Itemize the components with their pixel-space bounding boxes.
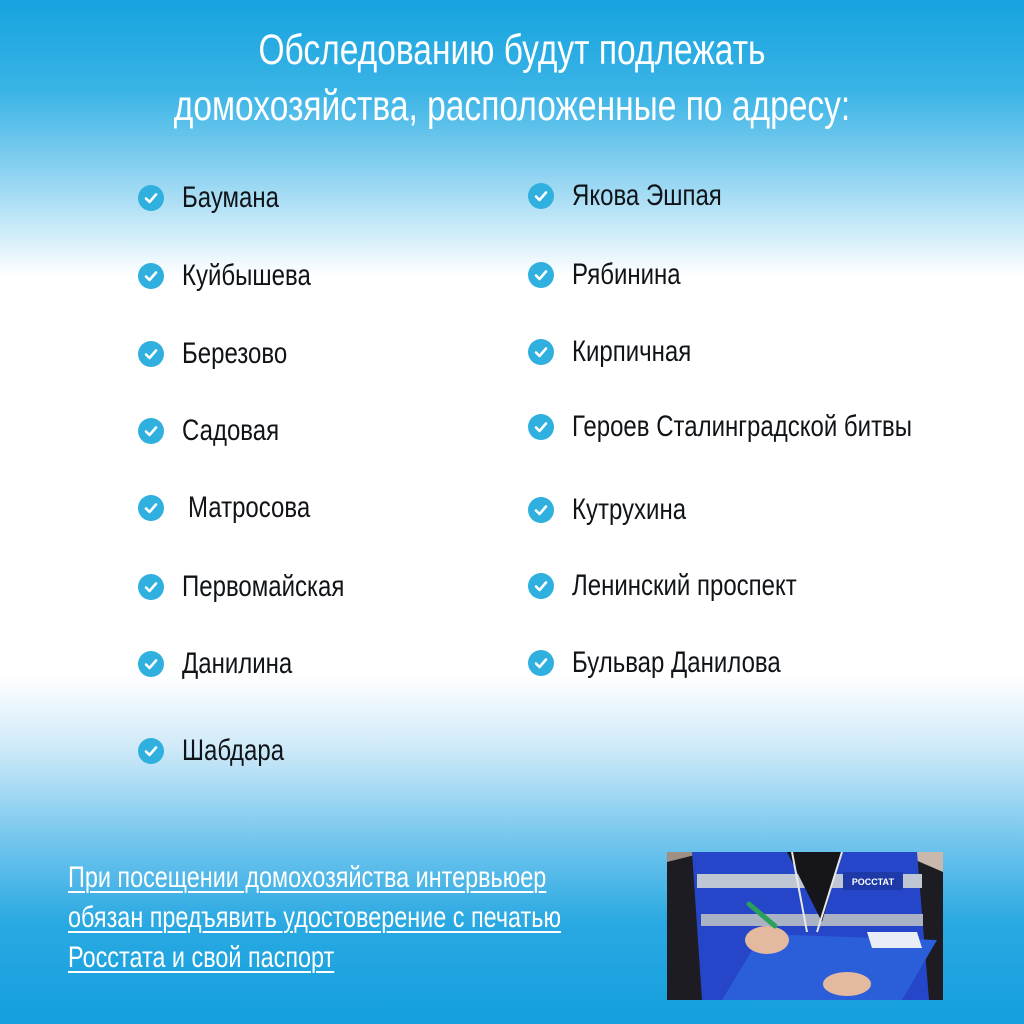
address-item [138, 488, 341, 528]
check-circle-icon [528, 339, 554, 365]
address-item [138, 731, 310, 771]
check-circle-icon [138, 263, 164, 289]
footer-line-1[interactable]: При посещении домохозяйства интервьюер [68, 861, 547, 894]
check-circle-icon [138, 418, 164, 444]
footer-note[interactable] [68, 858, 661, 978]
address-item [138, 567, 385, 607]
address-label: Героев Сталинградской битвы [572, 410, 913, 443]
address-item [138, 178, 303, 218]
check-circle-icon [528, 573, 554, 599]
address-item [528, 332, 721, 372]
address-label: Бульвар Данилова [572, 646, 781, 679]
address-item [528, 566, 853, 606]
address-item [138, 644, 320, 684]
title-line-2: домохозяйства, расположенные по адресу: [173, 82, 851, 130]
check-circle-icon [138, 185, 164, 211]
address-label: Садовая [182, 414, 280, 447]
address-label: Якова Эшпая [572, 179, 722, 212]
footer-line-3[interactable]: Росстата и свой паспорт [68, 941, 335, 974]
check-circle-icon [528, 414, 554, 440]
address-item [528, 176, 759, 216]
check-circle-icon [528, 650, 554, 676]
check-circle-icon [138, 651, 164, 677]
address-label: Ленинский проспект [572, 569, 797, 602]
interviewer-illustration [667, 852, 943, 1000]
address-item [528, 407, 997, 447]
check-circle-icon [138, 341, 164, 367]
check-circle-icon [528, 262, 554, 288]
address-item [528, 643, 833, 683]
check-circle-icon [138, 738, 164, 764]
address-label: Данилина [182, 647, 293, 680]
footer-line-2[interactable]: обязан предъявить удостоверение с печатью [68, 901, 562, 934]
interviewer-photo [667, 852, 943, 1000]
vest-badge-text: РОССТАТ [851, 877, 895, 887]
check-circle-icon [528, 497, 554, 523]
address-label: Шабдара [182, 734, 285, 767]
address-label: Куйбышева [182, 259, 311, 292]
check-circle-icon [138, 495, 164, 521]
address-label: Кутрухина [572, 493, 687, 526]
address-item [138, 411, 303, 451]
address-item [138, 334, 313, 374]
address-label: Матросова [188, 491, 311, 524]
check-circle-icon [528, 183, 554, 209]
address-label: Первомайская [182, 570, 345, 603]
address-item [528, 490, 715, 530]
address-item [528, 255, 708, 295]
address-label: Кирпичная [572, 335, 692, 368]
address-item [138, 256, 343, 296]
address-label: Баумана [182, 181, 280, 214]
address-label: Рябинина [572, 258, 681, 291]
address-label: Березово [182, 337, 288, 370]
check-circle-icon [138, 574, 164, 600]
page-title [113, 22, 912, 134]
title-line-1: Обследованию будут подлежать [258, 26, 766, 74]
